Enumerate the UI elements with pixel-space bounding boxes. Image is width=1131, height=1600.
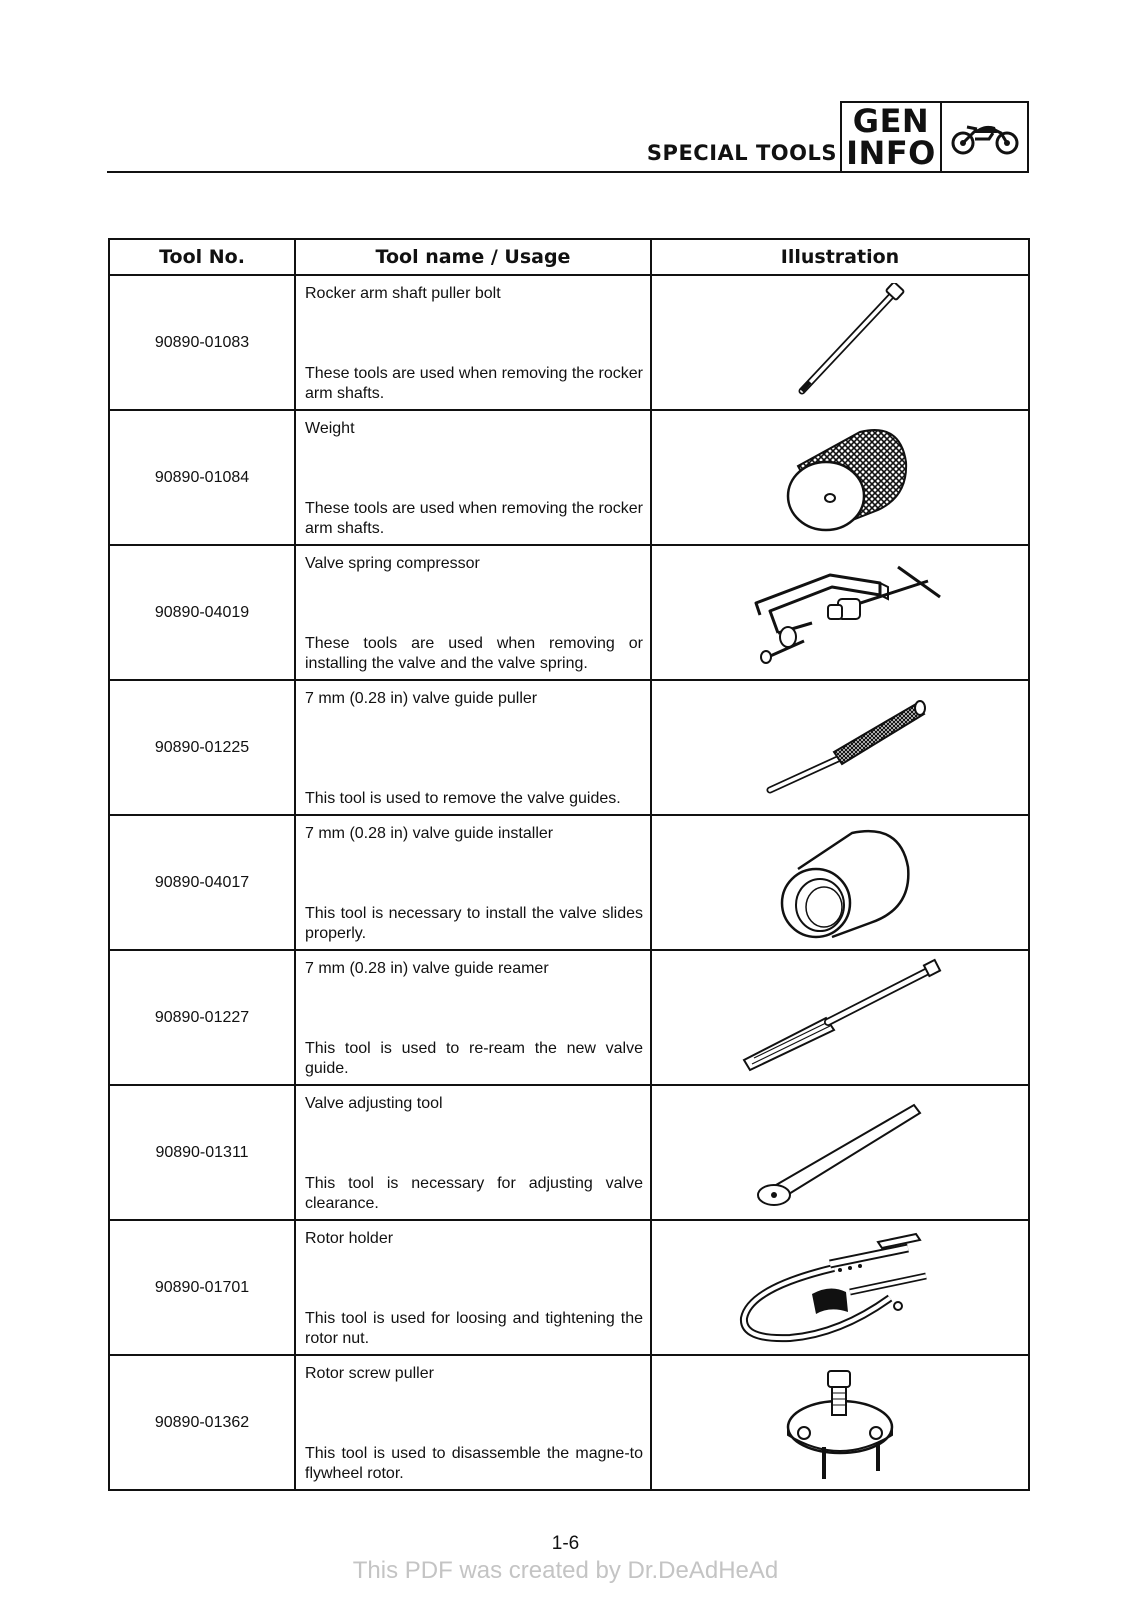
tool-description xyxy=(295,1220,651,1355)
tool-usage: This tool is used for loosing and tightening the rotor nut. xyxy=(305,1310,643,1347)
tool-usage: These tools are used when removing the rocker arm shafts. xyxy=(305,500,643,537)
table-row xyxy=(109,1085,1029,1220)
valve-guide-puller-illustration xyxy=(651,680,1029,815)
page-number: 1-6 xyxy=(551,1533,580,1554)
table-row xyxy=(109,1220,1029,1355)
gen-info-label xyxy=(842,103,942,171)
tool-name: 7 mm (0.28 in) valve guide puller xyxy=(305,690,538,707)
tool-number: 90890-04019 xyxy=(109,545,295,680)
tool-number: 90890-01701 xyxy=(109,1220,295,1355)
table-row xyxy=(109,275,1029,410)
tool-description xyxy=(295,410,651,545)
tool-number: 90890-01227 xyxy=(109,950,295,1085)
valve-guide-reamer-illustration xyxy=(651,950,1029,1085)
valve-guide-installer-illustration xyxy=(651,815,1029,950)
table-row xyxy=(109,1355,1029,1490)
table-row xyxy=(109,950,1029,1085)
tool-name: Rotor holder xyxy=(305,1230,394,1247)
tool-description xyxy=(295,545,651,680)
tool-number: 90890-01084 xyxy=(109,410,295,545)
badge-line-gen: GEN xyxy=(852,102,930,140)
tool-usage: This tool is necessary to install the valve slides properly. xyxy=(305,905,643,942)
badge-line-info: INFO xyxy=(846,134,936,172)
column-header-tool-no: Tool No. xyxy=(109,239,295,275)
page-header xyxy=(107,101,1029,173)
tool-description xyxy=(295,680,651,815)
column-header-illustration: Illustration xyxy=(651,239,1029,275)
table-row xyxy=(109,815,1029,950)
tool-description xyxy=(295,950,651,1085)
motorcycle-icon xyxy=(942,103,1027,171)
tool-name: Rocker arm shaft puller bolt xyxy=(305,285,501,302)
tool-name: Valve adjusting tool xyxy=(305,1095,443,1112)
rotor-holder-illustration xyxy=(651,1220,1029,1355)
tool-name: Valve spring compressor xyxy=(305,555,480,572)
tool-description xyxy=(295,1355,651,1490)
tool-name: Rotor screw puller xyxy=(305,1365,434,1382)
tool-number: 90890-01362 xyxy=(109,1355,295,1490)
gen-info-badge xyxy=(840,101,1029,173)
tool-name: 7 mm (0.28 in) valve guide installer xyxy=(305,825,554,842)
tool-description xyxy=(295,275,651,410)
tool-usage: This tool is used to disassemble the magne-to flywheel rotor. xyxy=(305,1445,643,1482)
tool-usage: These tools are used when removing or installing the valve and the valve spring. xyxy=(305,635,643,672)
section-title: SPECIAL TOOLS xyxy=(646,141,837,165)
tool-number: 90890-01225 xyxy=(109,680,295,815)
tool-name: Weight xyxy=(305,420,355,437)
table-row xyxy=(109,545,1029,680)
weight-illustration xyxy=(651,410,1029,545)
rotor-screw-puller-illustration xyxy=(651,1355,1029,1490)
tool-number: 90890-01311 xyxy=(109,1085,295,1220)
watermark: This PDF was created by Dr.DeAdHeAd xyxy=(352,1557,779,1584)
tool-description xyxy=(295,815,651,950)
tool-number: 90890-01083 xyxy=(109,275,295,410)
column-header-tool-name: Tool name / Usage xyxy=(295,239,651,275)
table-header-row xyxy=(109,239,1029,275)
table-row xyxy=(109,410,1029,545)
tool-usage: These tools are used when removing the rocker arm shafts. xyxy=(305,365,643,402)
tool-description xyxy=(295,1085,651,1220)
special-tools-table xyxy=(108,238,1030,1491)
tool-usage: This tool is used to re-ream the new valve guide. xyxy=(305,1040,643,1077)
valve-spring-compressor-illustration xyxy=(651,545,1029,680)
table-row xyxy=(109,680,1029,815)
tool-name: 7 mm (0.28 in) valve guide reamer xyxy=(305,960,549,977)
tool-usage: This tool is necessary for adjusting valve clearance. xyxy=(305,1175,643,1212)
puller-bolt-illustration xyxy=(651,275,1029,410)
tool-number: 90890-04017 xyxy=(109,815,295,950)
valve-adjusting-tool-illustration xyxy=(651,1085,1029,1220)
tool-usage: This tool is used to remove the valve guides. xyxy=(305,790,621,807)
